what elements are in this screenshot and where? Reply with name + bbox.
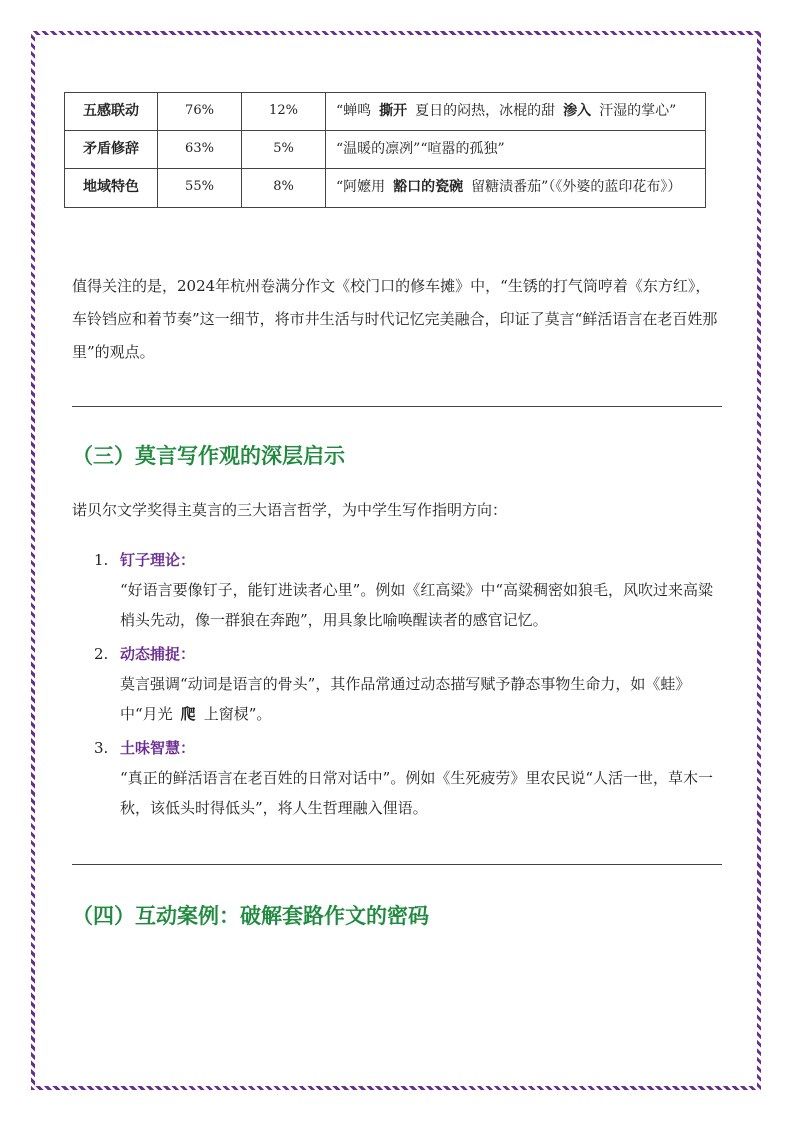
percent-value: 12%: [242, 93, 326, 131]
item-title: 动态捕捉：: [120, 645, 196, 663]
percent-value: 5%: [242, 131, 326, 169]
example-text: 汗湿的掌心”: [599, 103, 677, 119]
percent-value: 8%: [242, 169, 326, 207]
table-row: [65, 93, 706, 131]
item-title: 钉子理论：: [120, 551, 196, 569]
list-item: [72, 733, 722, 823]
technique-name: 五感联动: [65, 93, 158, 131]
example-cell: [326, 131, 706, 169]
divider: [72, 406, 722, 407]
section-heading: （四）互动案例：破解套路作文的密码: [72, 903, 429, 928]
item-text-part: 莫言强调“动词是语言的骨头”，其作品常通过动态描写赋予静态事物生命力，如《蛙》中“月光: [120, 675, 691, 723]
example-text: 留糖渍番茄”（《外婆的蓝印花布》）: [471, 179, 682, 196]
item-text: “真正的鲜活语言在老百姓的日常对话中”。例如《生死疲劳》里农民说“人活一世，草木一秋，该低头时得低头”，将人生哲理融入俚语。: [120, 769, 714, 817]
list-item: [72, 545, 722, 635]
example-keyword: 豁口的瓷碗: [393, 179, 464, 196]
example-text: “阿嬷用: [336, 179, 386, 196]
table-row: [65, 169, 706, 207]
principle-list: [72, 545, 722, 827]
section-intro: 诺贝尔文学奖得主莫言的三大语言哲学，为中学生写作指明方向：: [72, 501, 508, 519]
example-text: “蝉鸣: [336, 103, 372, 119]
technique-name: 矛盾修辞: [65, 131, 158, 169]
section-heading: （三）莫言写作观的深层启示: [72, 443, 345, 468]
item-text-part: 上窗棂”。: [203, 705, 272, 723]
list-number: 1.: [94, 551, 109, 569]
item-text: [120, 669, 722, 729]
example-cell: [326, 93, 706, 131]
item-keyword: 爬: [180, 705, 196, 723]
percent-value: 55%: [158, 169, 242, 207]
example-keyword: 撕开: [379, 103, 408, 119]
example-cell: [326, 169, 706, 207]
technique-name: 地域特色: [65, 169, 158, 207]
body-paragraph: 值得关注的是，2024年杭州卷满分作文《校门口的修车摊》中，“生锈的打气筒哼着《东方红》，车铃铛应和着节奏”这一细节，将市井生活与时代记忆完美融合，印证了莫言“鲜活语言在老百姓那里”的观点。: [72, 277, 718, 361]
list-number: 3.: [94, 739, 109, 757]
example-keyword: 渗入: [563, 103, 592, 119]
example-text: 夏日的闷热，冰棍的甜: [415, 103, 556, 119]
percent-value: 63%: [158, 131, 242, 169]
technique-table: [64, 92, 706, 208]
divider: [72, 864, 722, 865]
table-row: [65, 131, 706, 169]
item-text: “好语言要像钉子，能钉进读者心里”。例如《红高粱》中“高粱稠密如狼毛，风吹过来高粱梢头先动，像一群狼在奔跑”，用具象比喻唤醒读者的感官记忆。: [120, 581, 714, 629]
percent-value: 76%: [158, 93, 242, 131]
example-text: “温暖的凛冽”“喧嚣的孤独”: [336, 141, 505, 158]
item-title: 土味智慧：: [120, 739, 196, 757]
list-number: 2.: [94, 645, 109, 663]
list-item: [72, 639, 722, 729]
